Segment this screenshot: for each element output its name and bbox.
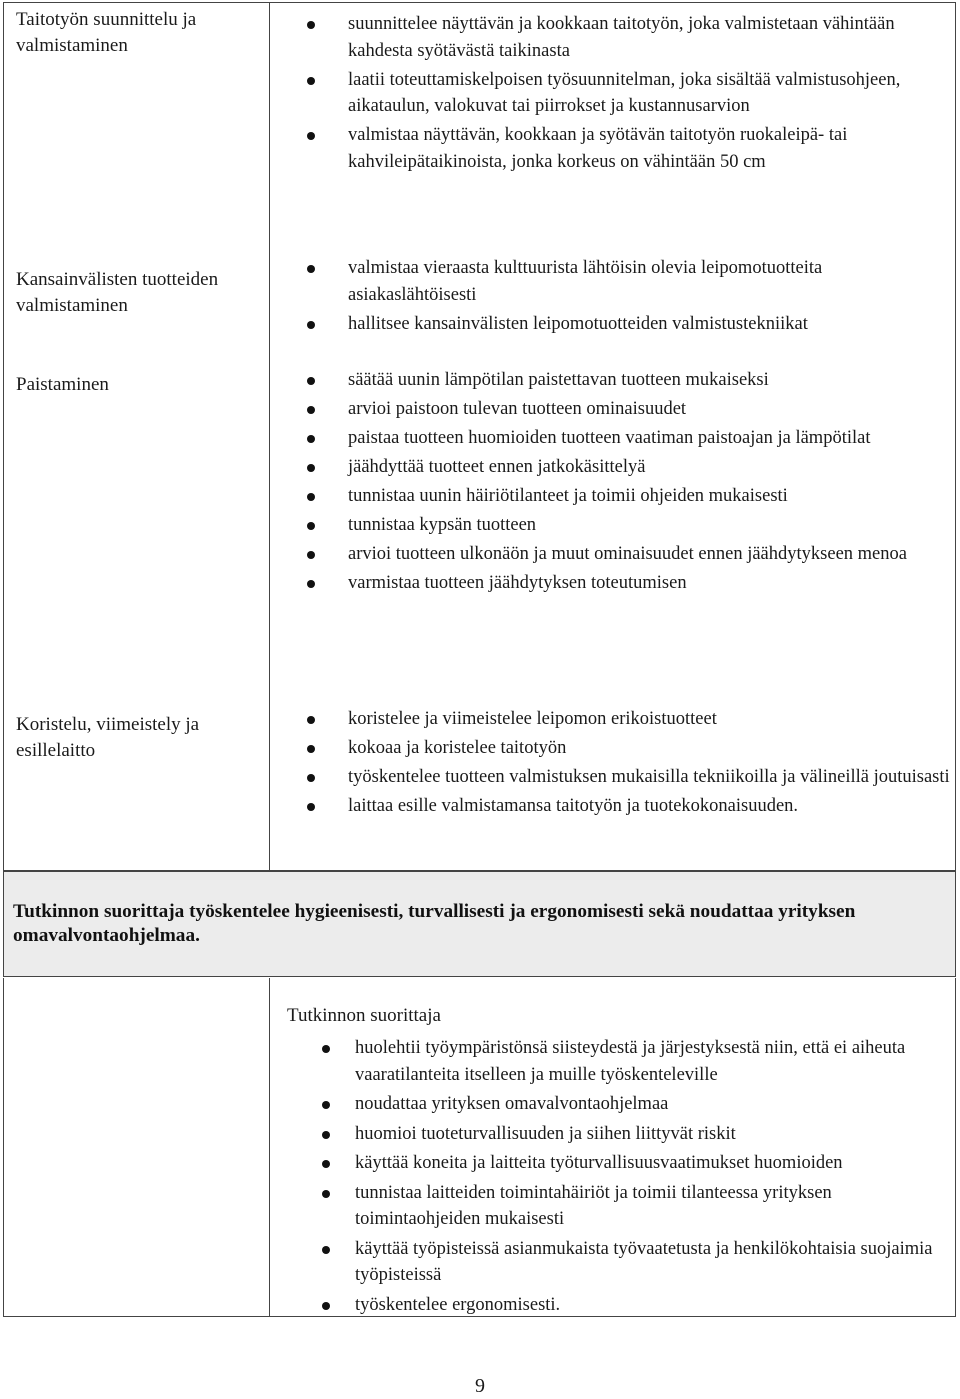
list-item: jäähdyttää tuotteet ennen jatkokäsittelyä <box>300 454 950 481</box>
list-requirements <box>307 1035 952 1321</box>
bullet-icon <box>307 435 315 443</box>
list-item: kokoaa ja koristelee taitotyön <box>300 735 950 762</box>
list-paistaminen <box>300 367 950 599</box>
list-item: laittaa esille valmistamansa taitotyön ja tuotekokonaisuuden. <box>300 793 950 820</box>
bullet-icon <box>307 745 315 753</box>
row-label-koristelu: Koristelu, viimeistely ja esillelaitto <box>16 714 200 761</box>
list-item: varmistaa tuotteen jäähdytyksen toteutumisen <box>300 570 950 597</box>
list-item: huomioi tuoteturvallisuuden ja siihen liittyvät riskit <box>307 1121 952 1148</box>
row-label-taitotyo: Taitotyön suunnittelu ja valmistaminen <box>16 9 197 56</box>
bullet-icon <box>307 132 315 140</box>
list-item: hallitsee kansainvälisten leipomotuotteiden valmistustekniikat <box>300 311 950 338</box>
criteria-table <box>3 2 956 871</box>
row-label-paistaminen: Paistaminen <box>16 374 109 395</box>
bullet-icon <box>322 1160 330 1168</box>
list-item: huolehtii työympäristönsä siisteydestä ja järjestyksestä niin, että ei aiheuta vaaratilanteita itselleen ja muille työskenteleville <box>307 1035 952 1088</box>
bullet-icon <box>307 551 315 559</box>
list-item: tunnistaa uunin häiriötilanteet ja toimii ohjeiden mukaisesti <box>300 483 950 510</box>
list-item: käyttää koneita ja laitteita työturvallisuusvaatimukset huomioiden <box>307 1150 952 1177</box>
bullet-icon <box>307 265 315 273</box>
summary-band <box>3 871 956 977</box>
bullet-icon <box>307 580 315 588</box>
requirements-intro: Tutkinnon suorittaja <box>287 1005 441 1026</box>
bullet-icon <box>307 493 315 501</box>
general-requirements-table <box>3 978 956 1317</box>
bullet-icon <box>307 21 315 29</box>
bullet-icon <box>307 377 315 385</box>
bullet-icon <box>307 522 315 530</box>
column-divider <box>269 978 270 1316</box>
bullet-icon <box>307 774 315 782</box>
column-divider <box>269 3 270 870</box>
bullet-icon <box>322 1045 330 1053</box>
list-item: työskentelee tuotteen valmistuksen mukaisilla tekniikoilla ja välineillä joutuisasti <box>300 764 950 791</box>
bullet-icon <box>322 1101 330 1109</box>
list-item: arvioi paistoon tulevan tuotteen ominaisuudet <box>300 396 950 423</box>
list-item: säätää uunin lämpötilan paistettavan tuotteen mukaiseksi <box>300 367 950 394</box>
list-item: valmistaa vieraasta kulttuurista lähtöisin olevia leipomotuotteita asiakaslähtöisesti <box>300 255 950 308</box>
list-kansainvaliset <box>300 255 950 340</box>
bullet-icon <box>307 77 315 85</box>
bullet-icon <box>322 1302 330 1310</box>
list-item: työskentelee ergonomisesti. <box>307 1292 952 1319</box>
row-label-kansainvaliset: Kansainvälisten tuotteiden valmistaminen <box>16 269 219 316</box>
bullet-icon <box>322 1190 330 1198</box>
summary-text: Tutkinnon suorittaja työskentelee hygieenisesti, turvallisesti ja ergonomisesti sekä noudattaa yrityksen omavalvontaohjelmaa. <box>13 901 856 946</box>
list-item: suunnittelee näyttävän ja kookkaan taitotyön, joka valmistetaan vähintään kahdesta syötävästä taikinasta <box>300 11 950 64</box>
list-item: noudattaa yrityksen omavalvontaohjelmaa <box>307 1091 952 1118</box>
list-item: arvioi tuotteen ulkonäön ja muut ominaisuudet ennen jäähdytykseen menoa <box>300 541 950 568</box>
bullet-icon <box>307 321 315 329</box>
page-number: 9 <box>475 1375 485 1397</box>
bullet-icon <box>322 1246 330 1254</box>
list-item: koristelee ja viimeistelee leipomon erikoistuotteet <box>300 706 950 733</box>
list-koristelu <box>300 706 950 822</box>
bullet-icon <box>307 464 315 472</box>
bullet-icon <box>307 803 315 811</box>
list-item: käyttää työpisteissä asianmukaista työvaatetusta ja henkilökohtaisia suojaimia työpisteissä <box>307 1236 952 1289</box>
list-item: valmistaa näyttävän, kookkaan ja syötävän taitotyön ruokaleipä- tai kahvileipätaikinoista, jonka korkeus on vähintään 50 cm <box>300 122 950 175</box>
list-taitotyo <box>300 11 950 178</box>
list-item: paistaa tuotteen huomioiden tuotteen vaatiman paistoajan ja lämpötilat <box>300 425 950 452</box>
bullet-icon <box>322 1131 330 1139</box>
list-item: laatii toteuttamiskelpoisen työsuunnitelman, joka sisältää valmistusohjeen, aikataulun, valokuvat tai piirrokset ja kustannusarvion <box>300 67 950 120</box>
list-item: tunnistaa laitteiden toimintahäiriöt ja toimii tilanteessa yrityksen toimintaohjeiden mukaisesti <box>307 1180 952 1233</box>
list-item: tunnistaa kypsän tuotteen <box>300 512 950 539</box>
bullet-icon <box>307 406 315 414</box>
bullet-icon <box>307 716 315 724</box>
